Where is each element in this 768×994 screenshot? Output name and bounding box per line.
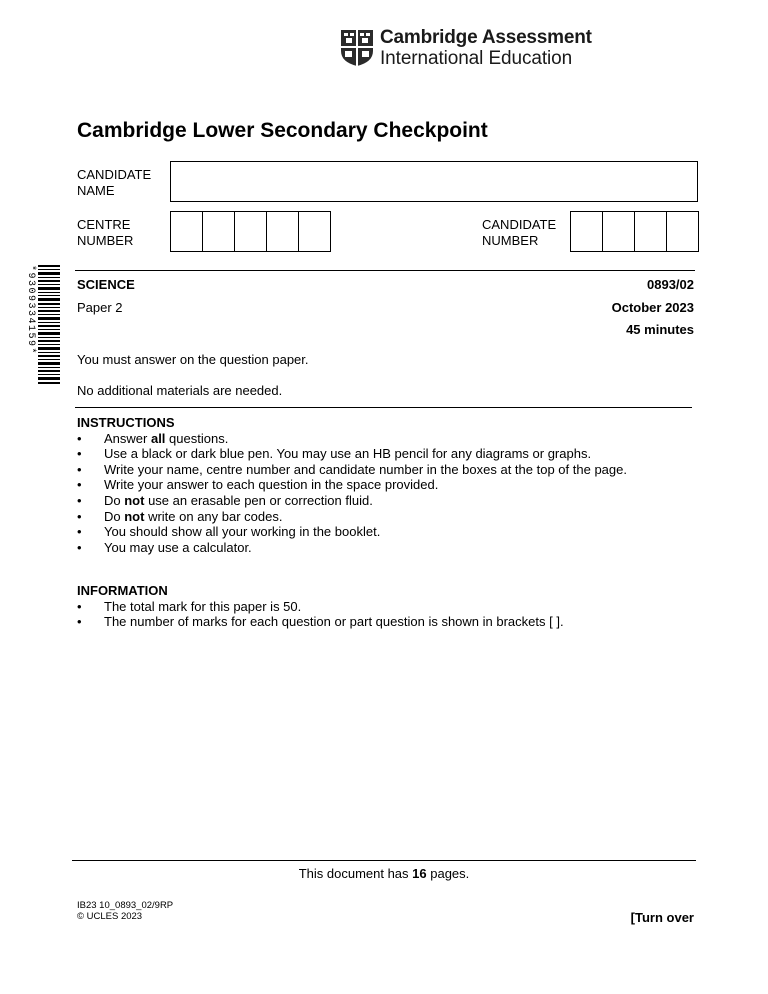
duration: 45 minutes [626, 322, 694, 337]
note-materials: No additional materials are needed. [77, 383, 283, 398]
footer-divider [72, 860, 696, 861]
logo-line1: Cambridge Assessment [380, 27, 592, 48]
barcode-digits: *9309334159* [25, 265, 36, 356]
candidate-number-label: CANDIDATE NUMBER [482, 217, 557, 248]
centre-number-boxes[interactable] [170, 211, 331, 252]
list-item: • You may use a calculator. [77, 539, 252, 555]
logo-line2: International Education [380, 48, 573, 69]
page-count: This document has 16 pages. [298, 866, 470, 881]
centre-digit-box[interactable] [299, 212, 330, 251]
page-title: Cambridge Lower Secondary Checkpoint [77, 119, 488, 142]
information-heading: INFORMATION [77, 583, 168, 598]
information-section [77, 583, 564, 630]
bullet-icon: • [77, 492, 82, 508]
bullet-icon: • [77, 430, 82, 446]
divider [75, 270, 695, 271]
candidate-number-boxes[interactable] [570, 211, 699, 252]
candidate-digit-box[interactable] [571, 212, 603, 251]
centre-number-label: CENTRE NUMBER [77, 217, 134, 248]
document-ref: IB23 10_0893_02/9RP [77, 900, 174, 911]
bullet-icon: • [77, 539, 82, 555]
bullet-icon: • [77, 446, 82, 462]
candidate-digit-box[interactable] [635, 212, 667, 251]
centre-digit-box[interactable] [235, 212, 267, 251]
bullet-icon: • [77, 461, 82, 477]
turn-over: [Turn over [630, 910, 694, 925]
syllabus-code: 0893/02 [647, 277, 694, 292]
candidate-name-label: CANDIDATE NAME [77, 167, 152, 198]
list-item: • The number of marks for each question or part question is shown in brackets [ ]. [77, 614, 564, 630]
subject: SCIENCE [77, 277, 135, 292]
instructions-heading: INSTRUCTIONS [77, 415, 175, 430]
crest-icon [340, 29, 374, 67]
centre-digit-box[interactable] [171, 212, 203, 251]
bullet-icon: • [77, 508, 82, 524]
instructions-section [77, 415, 627, 555]
list-item: • Write your answer to each question in the space provided. [77, 477, 439, 493]
session: October 2023 [611, 300, 694, 315]
list-item: • You should show all your working in the booklet. [77, 524, 381, 540]
bullet-icon: • [77, 614, 82, 630]
divider [75, 407, 692, 408]
centre-digit-box[interactable] [267, 212, 299, 251]
footer-ref-block [77, 900, 173, 922]
candidate-digit-box[interactable] [667, 212, 698, 251]
barcode-bars [38, 265, 60, 385]
centre-digit-box[interactable] [203, 212, 235, 251]
paper-number: Paper 2 [77, 300, 123, 315]
list-item: • Write your name, centre number and candidate number in the boxes at the top of the page. [77, 461, 627, 477]
list-item: • Use a black or dark blue pen. You may use an HB pencil for any diagrams or graphs. [77, 446, 592, 462]
candidate-digit-box[interactable] [603, 212, 635, 251]
note-answer-on-paper: You must answer on the question paper. [77, 352, 309, 367]
list-item: • Do not write on any bar codes. [77, 508, 283, 524]
bullet-icon: • [77, 598, 82, 614]
list-item: • The total mark for this paper is 50. [77, 598, 302, 614]
list-item: • Answer all questions. [77, 430, 229, 446]
bullet-icon: • [77, 477, 82, 493]
copyright: © UCLES 2023 [77, 911, 143, 922]
candidate-name-box[interactable] [170, 161, 698, 202]
bullet-icon: • [77, 524, 82, 540]
barcode [24, 265, 60, 385]
cambridge-logo [340, 27, 592, 69]
list-item: • Do not use an erasable pen or correction fluid. [77, 492, 373, 508]
